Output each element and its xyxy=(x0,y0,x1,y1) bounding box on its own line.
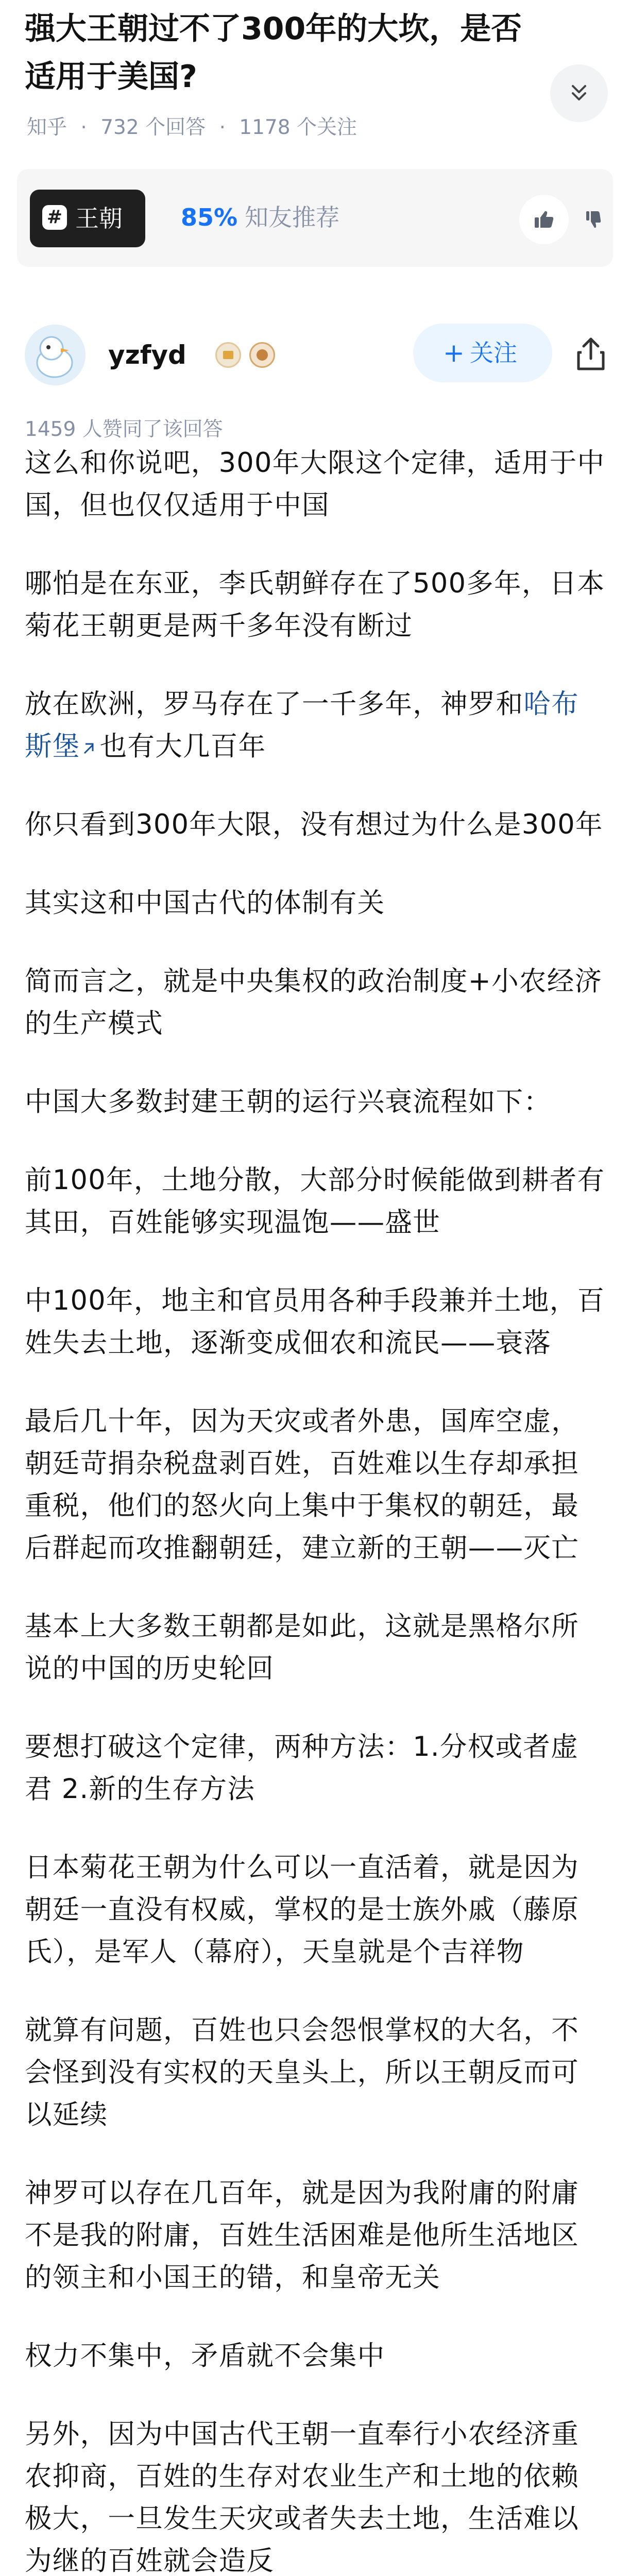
answer-paragraph: 另外，因为中国古代王朝一直奉行小农经济重农抑商，百姓的生存对农业生产和土地的依赖极大，一旦发生天灾或者失去土地，生活难以为继的百姓就会造反 xyxy=(25,2418,579,2576)
share-icon xyxy=(570,333,611,374)
meta-dot: · xyxy=(219,116,226,139)
collapse-button[interactable] xyxy=(550,64,608,122)
paragraph-text: 也有大几百年 xyxy=(99,731,266,762)
share-button[interactable] xyxy=(570,333,611,374)
question-title[interactable]: 强大王朝过不了300年的大坎，是否适用于美国? xyxy=(25,11,522,95)
follower-count[interactable]: 1178 个关注 xyxy=(239,116,357,139)
follow-plus-icon: + xyxy=(443,338,465,368)
avatar-bird-icon xyxy=(25,325,86,385)
follow-button[interactable] xyxy=(413,324,552,382)
meta-dot: · xyxy=(80,116,87,139)
thumbs-down-icon xyxy=(585,208,602,231)
topic-name: 王朝 xyxy=(75,205,123,232)
source-label: 知乎 xyxy=(27,116,67,139)
appreciation-count: 1459 人赞同了该回答 xyxy=(25,418,223,441)
answer-paragraph: 日本菊花王朝为什么可以一直活着，就是因为朝廷一直没有权威，掌权的是士族外戚（藤原氏），是军人（幕府），天皇就是个吉祥物 xyxy=(25,1852,579,1968)
author-avatar[interactable] xyxy=(25,325,86,385)
question-meta xyxy=(27,113,357,142)
link-card-icon[interactable] xyxy=(82,740,98,755)
answer-paragraph: 简而言之，就是中央集权的政治制度+小农经济的生产模式 xyxy=(25,965,603,1039)
answer-paragraph xyxy=(25,683,606,768)
answer-paragraph: 最后几十年，因为天灾或者外患，国库空虚，朝廷苛捐杂税盘剥百姓，百姓难以生存却承担重税，他们的怒火向上集中于集权的朝廷，最后群起而攻推翻朝廷，建立新的王朝——灭亡 xyxy=(25,1405,579,1564)
answer-count[interactable]: 732 个回答 xyxy=(100,116,206,139)
answer-paragraph: 神罗可以存在几百年，就是因为我附庸的附庸不是我的附庸，百姓生活困难是他所生活地区的领主和小国王的错，和皇帝无关 xyxy=(25,2177,579,2293)
answer-paragraph: 基本上大多数王朝都是如此，这就是黑格尔所说的中国的历史轮回 xyxy=(25,1611,579,1684)
collapse-chevron-icon xyxy=(568,82,590,105)
answer-paragraph: 你只看到300年大限，没有想过为什么是300年 xyxy=(25,809,603,840)
recommend-label: 知友推荐 xyxy=(245,204,339,231)
paragraph-text: 放在欧洲，罗马存在了一千多年，神罗和 xyxy=(25,688,524,720)
answer-paragraph: 这么和你说吧，300年大限这个定律，适用于中国，但也仅仅适用于中国 xyxy=(25,447,605,521)
answer-paragraph: 哪怕是在东亚，李氏朝鲜存在了500多年，日本菊花王朝更是两千多年没有断过 xyxy=(25,568,605,641)
thumbs-up-button[interactable] xyxy=(519,195,569,244)
topic-hash-icon: # xyxy=(42,205,67,230)
answer-paragraph: 其实这和中国古代的体制有关 xyxy=(25,887,385,919)
follow-label: 关注 xyxy=(470,339,517,367)
question-header xyxy=(0,0,630,169)
recommend-percent: 85% xyxy=(181,204,238,231)
topic-strip xyxy=(17,169,613,267)
author-name[interactable]: yzfyd xyxy=(108,340,186,370)
answer-body xyxy=(25,442,606,2576)
thumbs-up-icon xyxy=(533,208,555,231)
topic-tag[interactable] xyxy=(30,190,145,247)
answer-paragraph: 中国大多数封建王朝的运行兴衰流程如下： xyxy=(25,1086,552,1117)
answer-paragraph: 前100年，土地分散，大部分时候能做到耕者有其田，百姓能够实现温饱——盛世 xyxy=(25,1164,605,1238)
answer-paragraph: 中100年，地主和官员用各种手段兼并土地，百姓失去土地，逐渐变成佃农和流民——衰落 xyxy=(25,1285,605,1359)
thumbs-down-button[interactable] xyxy=(585,195,602,244)
author-medal-icon[interactable] xyxy=(249,342,275,368)
answer-paragraph: 要想打破这个定律，两种方法：1.分权或者虚君 2.新的生存方法 xyxy=(25,1731,578,1805)
habsburg-link[interactable]: 哈布斯堡 xyxy=(25,688,580,762)
answer-paragraph: 就算有问题，百姓也只会怨恨掌权的大名，不会怪到没有实权的天皇头上，所以王朝反而可以延续 xyxy=(25,2014,579,2130)
author-badge-icon[interactable] xyxy=(215,342,241,368)
answer-paragraph: 权力不集中，矛盾就不会集中 xyxy=(25,2340,385,2371)
